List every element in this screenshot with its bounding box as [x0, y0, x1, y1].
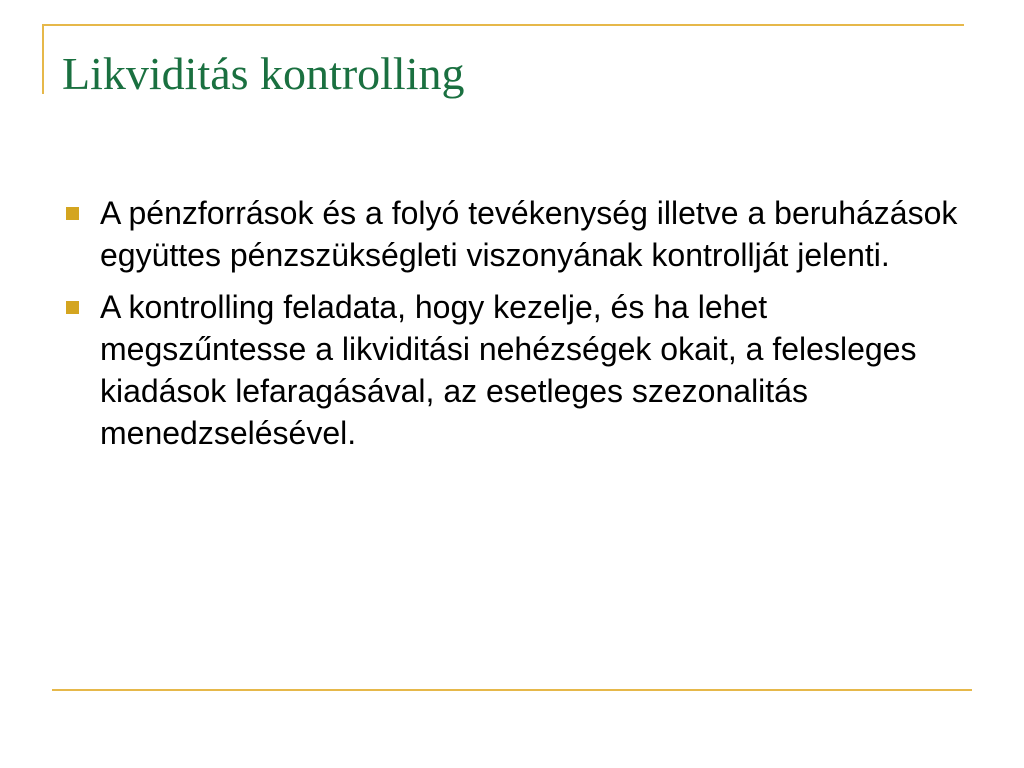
bullet-list [58, 192, 968, 464]
bottom-accent-line [52, 689, 972, 691]
slide-title: Likviditás kontrolling [62, 48, 465, 99]
bullet-item [58, 192, 968, 276]
top-accent-line [42, 24, 964, 26]
left-accent-line [42, 24, 44, 94]
bullet-text: A kontrolling feladata, hogy kezelje, és ha lehet megszűntesse a likviditási nehézségek okait, a felesleges kiadások lefaragásával, az esetleges szezonalitás menedzselésével. [100, 289, 917, 451]
square-bullet-icon [66, 301, 79, 314]
bullet-item [58, 286, 968, 454]
bullet-text: A pénzforrások és a folyó tevékenység illetve a beruházások együttes pénzszükségleti viszonyának kontrollját jelenti. [100, 195, 958, 273]
square-bullet-icon [66, 207, 79, 220]
